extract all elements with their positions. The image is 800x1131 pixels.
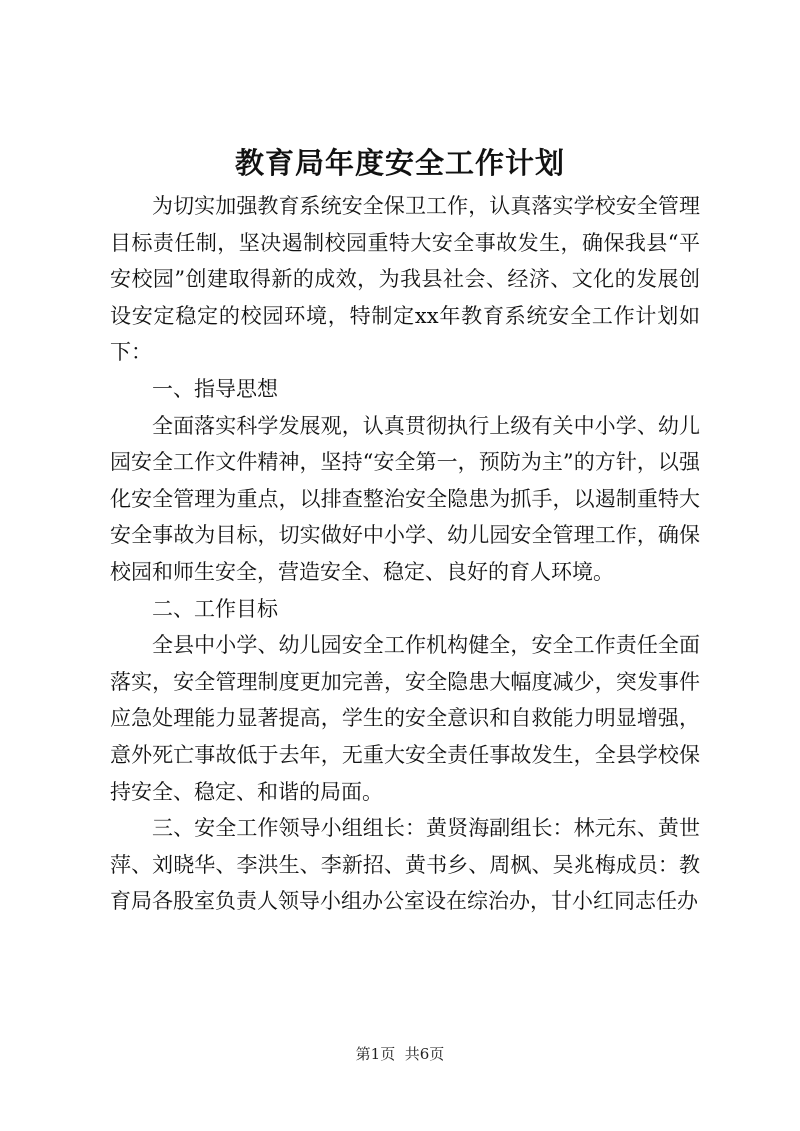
paragraph-guiding-ideology: 全面落实科学发展观，认真贯彻执行上级有关中小学、幼儿园安全工作文件精神，坚持“安全第一，预防为主”的方针，以强化安全管理为重点，以排查整治安全隐患为抓手，以遏制重特大安全事故为目标，切实做好中小学、幼儿园安全管理工作，确保校园和师生安全，营造安全、稳定、良好的育人环境。 <box>110 413 700 584</box>
document-title: 教育局年度安全工作计划 <box>234 146 565 180</box>
page-footer <box>0 1044 800 1064</box>
paragraph-leadership-group: 三、安全工作领导小组组长：黄贤海副组长：林元东、黄世萍、刘晓华、李洪生、李新招、黄书乡、周枫、吴兆梅成员：教育局各股室负责人领导小组办公室设在综治办，甘小红同志任办 <box>110 816 700 914</box>
page-total: 共6页 <box>404 1045 445 1063</box>
paragraph-work-goals: 全县中小学、幼儿园安全工作机构健全，安全工作责任全面落实，安全管理制度更加完善，安全隐患大幅度减少，突发事件应急处理能力显著提高，学生的安全意识和自救能力明显增强，意外死亡事故低于去年，无重大安全责任事故发生，全县学校保持安全、稳定、和谐的局面。 <box>110 633 700 804</box>
page-number: 第1页 <box>355 1045 396 1063</box>
section-heading-guiding-ideology: 一、指导思想 <box>152 376 278 401</box>
paragraph-intro: 为切实加强教育系统安全保卫工作，认真落实学校安全管理目标责任制，坚决遏制校园重特大安全事故发生，确保我县“平安校园”创建取得新的成效，为我县社会、经济、文化的发展创设安定稳定的校园环境，特制定xx年教育系统安全工作计划如下： <box>110 194 700 365</box>
document-body <box>110 188 700 920</box>
section-heading-work-goals: 二、工作目标 <box>152 596 278 621</box>
